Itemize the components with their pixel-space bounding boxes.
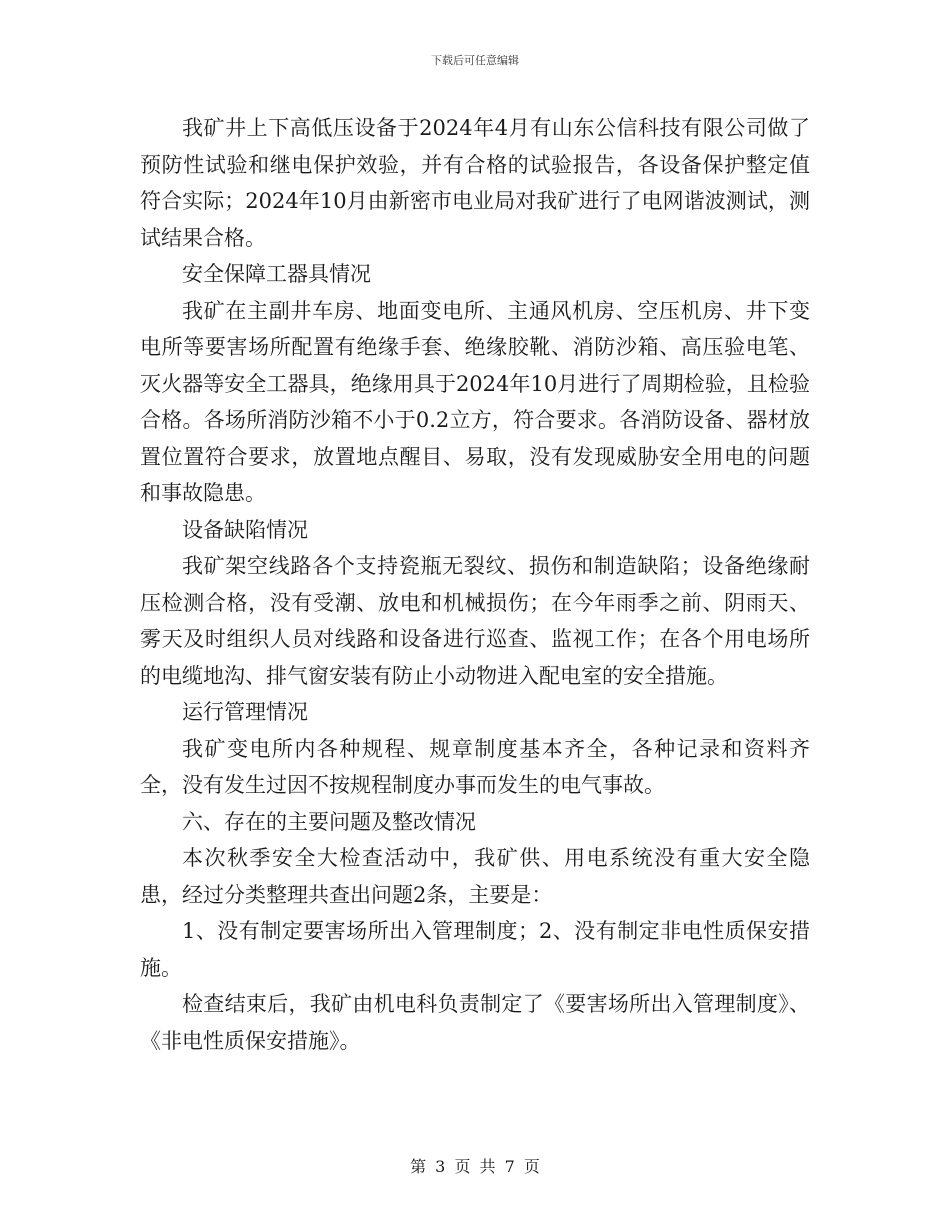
paragraph-operation-management: 我矿变电所内各种规程、规章制度基本齐全，各种记录和资料齐全，没有发生过因不按规程制度办事而发生的电气事故。 <box>140 736 810 797</box>
paragraph-inspection-summary: 本次秋季安全大检查活动中，我矿供、用电系统没有重大安全隐患，经过分类整理共查出问题2条，主要是： <box>140 846 810 907</box>
section-heading-problems-rectification: 六、存在的主要问题及整改情况 <box>182 809 476 834</box>
page-header: 下载后可任意编辑 <box>431 54 519 67</box>
page-number-footer: 第 3 页 共 7 页 <box>410 1157 540 1176</box>
section-heading-safety-tools: 安全保障工器具情况 <box>182 262 371 286</box>
section-heading-operation-management: 运行管理情况 <box>182 700 308 724</box>
section-heading-equipment-defects: 设备缺陷情况 <box>182 517 308 542</box>
paragraph-safety-tools: 我矿在主副井车房、地面变电所、主通风机房、空压机房、井下变电所等要害场所配置有绝缘手套、绝缘胶靴、消防沙箱、高压验电笔、灭火器等安全工器具，绝缘用具于2024年10月进行了周期检验，且检验合格。各场所消防沙箱不小于0.2立方，符合要求。各消防设备、器材放置位置符合要求，放置地点醒目、易取，没有发现威胁安全用电的问题和事故隐患。 <box>140 298 810 505</box>
paragraph-problem-list: 1、没有制定要害场所出入管理制度；2、没有制定非电性质保安措施。 <box>140 919 810 980</box>
paragraph-equipment-testing: 我矿井上下高低压设备于2024年4月有山东公信科技有限公司做了预防性试验和继电保护效验，并有合格的试验报告，各设备保护整定值符合实际；2024年10月由新密市电业局对我矿进行了电网谐波测试，测试结果合格。 <box>140 116 810 250</box>
paragraph-equipment-defects: 我矿架空线路各个支持瓷瓶无裂纹、损伤和制造缺陷；设备绝缘耐压检测合格，没有受潮、放电和机械损伤；在今年雨季之前、阴雨天、雾天及时组织人员对线路和设备进行巡查、监视工作；在各个用电场所的电缆地沟、排气窗安装有防止小动物进入配电室的安全措施。 <box>140 554 810 688</box>
paragraph-rectification: 检查结束后，我矿由机电科负责制定了《要害场所出入管理制度》、《非电性质保安措施》。 <box>140 992 810 1053</box>
document-body <box>140 110 810 1059</box>
